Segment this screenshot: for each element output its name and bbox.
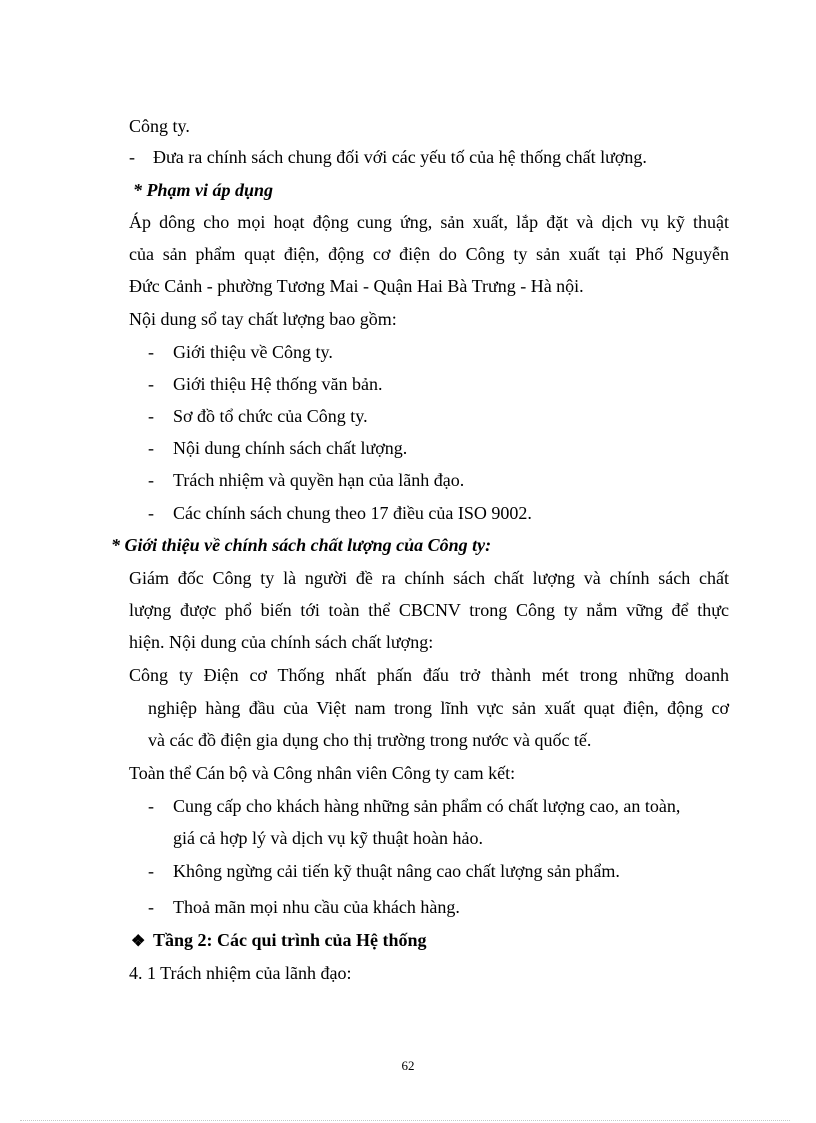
paragraph-line: Áp dông cho mọi hoạt động cung ứng, sản xuất, lắp đặt và dịch vụ kỹ thuật bbox=[129, 212, 729, 232]
paragraph-line: Công ty Điện cơ Thống nhất phấn đấu trở thành mét trong những doanh bbox=[129, 665, 729, 685]
paragraph-line: Giám đốc Công ty là người đề ra chính sách chất lượng và chính sách chất bbox=[129, 568, 729, 588]
list-dash: - bbox=[148, 342, 154, 362]
list-dash: - bbox=[148, 796, 154, 816]
list-dash: - bbox=[148, 861, 154, 881]
list-dash: - bbox=[148, 470, 154, 490]
list-item: Các chính sách chung theo 17 điều của ISO 9002. bbox=[173, 503, 532, 523]
footer-divider bbox=[20, 1120, 790, 1121]
paragraph-line: hiện. Nội dung của chính sách chất lượng: bbox=[129, 632, 434, 652]
list-dash: - bbox=[148, 374, 154, 394]
paragraph-line: và các đồ điện gia dụng cho thị trường trong nước và quốc tế. bbox=[148, 730, 592, 750]
paragraph-line: nghiệp hàng đầu của Việt nam trong lĩnh vực sản xuất quạt điện, động cơ bbox=[148, 698, 729, 718]
text-line: Công ty. bbox=[129, 116, 190, 136]
paragraph-line: Nội dung sổ tay chất lượng bao gồm: bbox=[129, 309, 397, 329]
section-heading-tier2 bbox=[131, 929, 427, 953]
list-dash: - bbox=[129, 147, 135, 167]
list-dash: - bbox=[148, 438, 154, 458]
list-dash: - bbox=[148, 406, 154, 426]
paragraph-line: 4. 1 Trách nhiệm của lãnh đạo: bbox=[129, 963, 352, 983]
heading-text: Tầng 2: Các qui trình của Hệ thống bbox=[153, 930, 427, 950]
list-item-text: Đưa ra chính sách chung đối với các yếu tố của hệ thống chất lượng. bbox=[153, 147, 647, 167]
page-number: 62 bbox=[401, 1058, 415, 1073]
diamond-bullet-icon: ❖ bbox=[131, 933, 146, 950]
list-item: Sơ đồ tổ chức của Công ty. bbox=[173, 406, 368, 426]
paragraph-line: Đức Cảnh - phường Tương Mai - Quận Hai Bà Trưng - Hà nội. bbox=[129, 276, 584, 296]
section-heading-scope: * Phạm vi áp dụng bbox=[133, 180, 274, 200]
list-item-continuation: giá cả hợp lý và dịch vụ kỹ thuật hoàn hảo. bbox=[173, 828, 483, 848]
section-heading-quality-policy: * Giới thiệu về chính sách chất lượng của Công ty: bbox=[111, 535, 492, 555]
paragraph-line: của sản phẩm quạt điện, động cơ điện do Công ty sản xuất tại Phố Nguyễn bbox=[129, 244, 729, 264]
list-item: Trách nhiệm và quyền hạn của lãnh đạo. bbox=[173, 470, 465, 490]
list-dash: - bbox=[148, 897, 154, 917]
paragraph-line: lượng được phổ biến tới toàn thể CBCNV trong Công ty nắm vững để thực bbox=[129, 600, 729, 620]
list-dash: - bbox=[148, 503, 154, 523]
paragraph-line: Toàn thể Cán bộ và Công nhân viên Công ty cam kết: bbox=[129, 763, 516, 783]
list-item: Giới thiệu về Công ty. bbox=[173, 342, 333, 362]
list-item: Không ngừng cải tiến kỹ thuật nâng cao chất lượng sản phẩm. bbox=[173, 861, 620, 881]
dash-list-item bbox=[129, 146, 647, 168]
list-item: Nội dung chính sách chất lượng. bbox=[173, 438, 408, 458]
list-item: Giới thiệu Hệ thống văn bản. bbox=[173, 374, 383, 394]
list-item: Cung cấp cho khách hàng những sản phẩm có chất lượng cao, an toàn, bbox=[173, 796, 681, 816]
list-item: Thoả mãn mọi nhu cầu của khách hàng. bbox=[173, 897, 460, 917]
